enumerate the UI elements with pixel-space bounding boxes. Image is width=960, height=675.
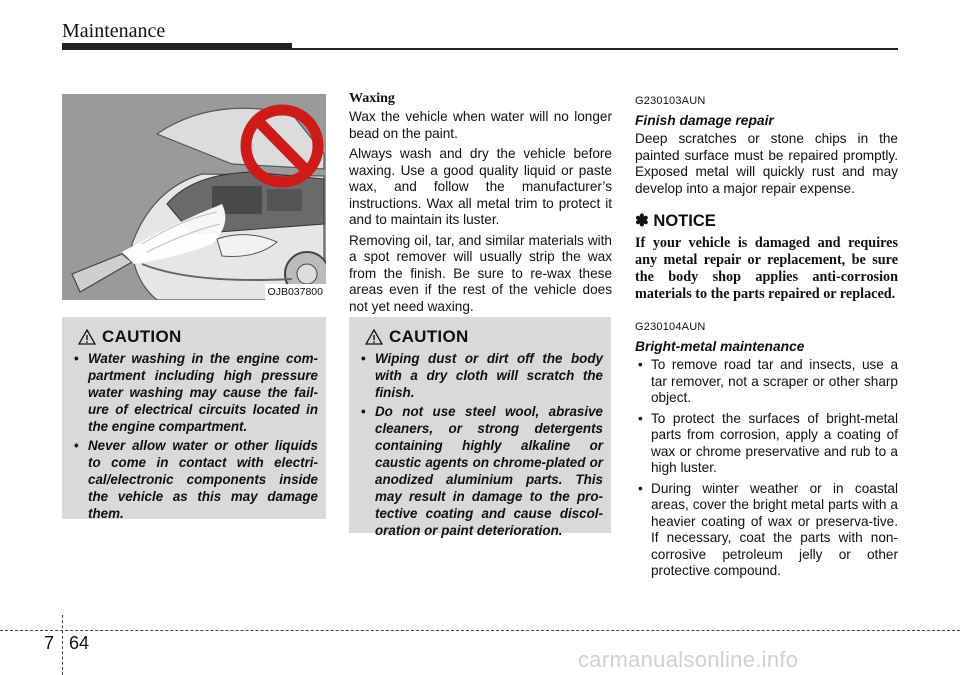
bright-metal-title: Bright-metal maintenance (635, 339, 805, 354)
bright-metal-list (635, 357, 898, 580)
caution-list (70, 350, 318, 522)
warning-triangle-icon (365, 329, 383, 345)
waxing-paragraph: Wax the vehicle when water will no longer bead on the paint. (349, 109, 612, 141)
waxing-paragraph: Always wash and dry the vehicle before waxing. Use a good quality liquid or paste wax, and follow the manufacturer’s instructions. Wax all metal trim to protect it and to maintain its luster. (349, 146, 612, 227)
waxing-section (349, 91, 612, 319)
header-rule-thick (62, 43, 292, 50)
caution-box-cleaning (349, 317, 611, 538)
caution-item: • Never allow water or other liquids to come in contact with electri-cal/electronic components inside the vehicle as this may damage them. (70, 437, 318, 522)
header-rule-thin (292, 48, 898, 50)
caution-title: CAUTION (102, 327, 182, 346)
engine-wash-prohibited-illustration (62, 94, 326, 300)
prohibited-sign-icon (62, 94, 326, 300)
list-item: • To protect the surfaces of bright-metal parts from corrosion, apply a coating of wax or chrome preservative and rub to a high luster. (635, 411, 898, 477)
page-number: 64 (69, 633, 90, 653)
caution-list (357, 350, 603, 539)
caution-item: • Wiping dust or dirt off the body with a dry cloth will scratch the finish. (357, 350, 603, 401)
warning-triangle-icon (78, 329, 96, 345)
list-item: • During winter weather or in coastal areas, cover the bright metal parts with a heavier coating of wax or preserva-tive. If necessary, coat the parts with non-corrosive petroleum jelly or other protective compound. (635, 481, 898, 580)
caution-title: CAUTION (389, 327, 469, 346)
notice-title: ✽ NOTICE (635, 212, 716, 230)
finish-damage-title: Finish damage repair (635, 113, 774, 128)
waxing-title: Waxing (349, 91, 395, 106)
chapter-number: 7 (44, 633, 55, 653)
image-code: OJB037800 (265, 284, 326, 300)
watermark: carmanualsonline.info (578, 647, 799, 672)
right-column (635, 91, 898, 584)
footer-divider (62, 615, 63, 675)
list-item: • To remove road tar and insects, use a tar remover, not a scraper or other sharp object. (635, 357, 898, 407)
section-code: G230104AUN (635, 321, 706, 333)
finish-damage-text: Deep scratches or stone chips in the painted surface must be repaired promptly. Exposed metal will quickly rust and may develop into a major repair expense. (635, 131, 898, 196)
caution-box-engine-water (62, 317, 326, 519)
footer-rule (0, 630, 960, 631)
notice-text: If your vehicle is damaged and requires any metal repair or replacement, be sure the body shop applies anti-corrosion materials to the parts repaired or replaced. (635, 235, 898, 302)
page-header-title: Maintenance (62, 20, 166, 42)
waxing-paragraph: Removing oil, tar, and similar materials with a spot remover will usually strip the wax from the finish. Be sure to re-wax these areas even if the rest of the vehicle does not yet need waxing. (349, 232, 612, 314)
caution-item: • Water washing in the engine com-partment including high pressure water washing may cause the fail-ure of electrical circuits located in the engine compartment. (70, 350, 318, 435)
caution-item: • Do not use steel wool, abrasive cleaners, or strong detergents containing highly alkaline or caustic agents on chrome-plated or anodized aluminium parts. This may result in damage to the pro-tective coating and cause discol-oration or paint deterioration. (357, 403, 603, 539)
section-code: G230103AUN (635, 95, 706, 107)
